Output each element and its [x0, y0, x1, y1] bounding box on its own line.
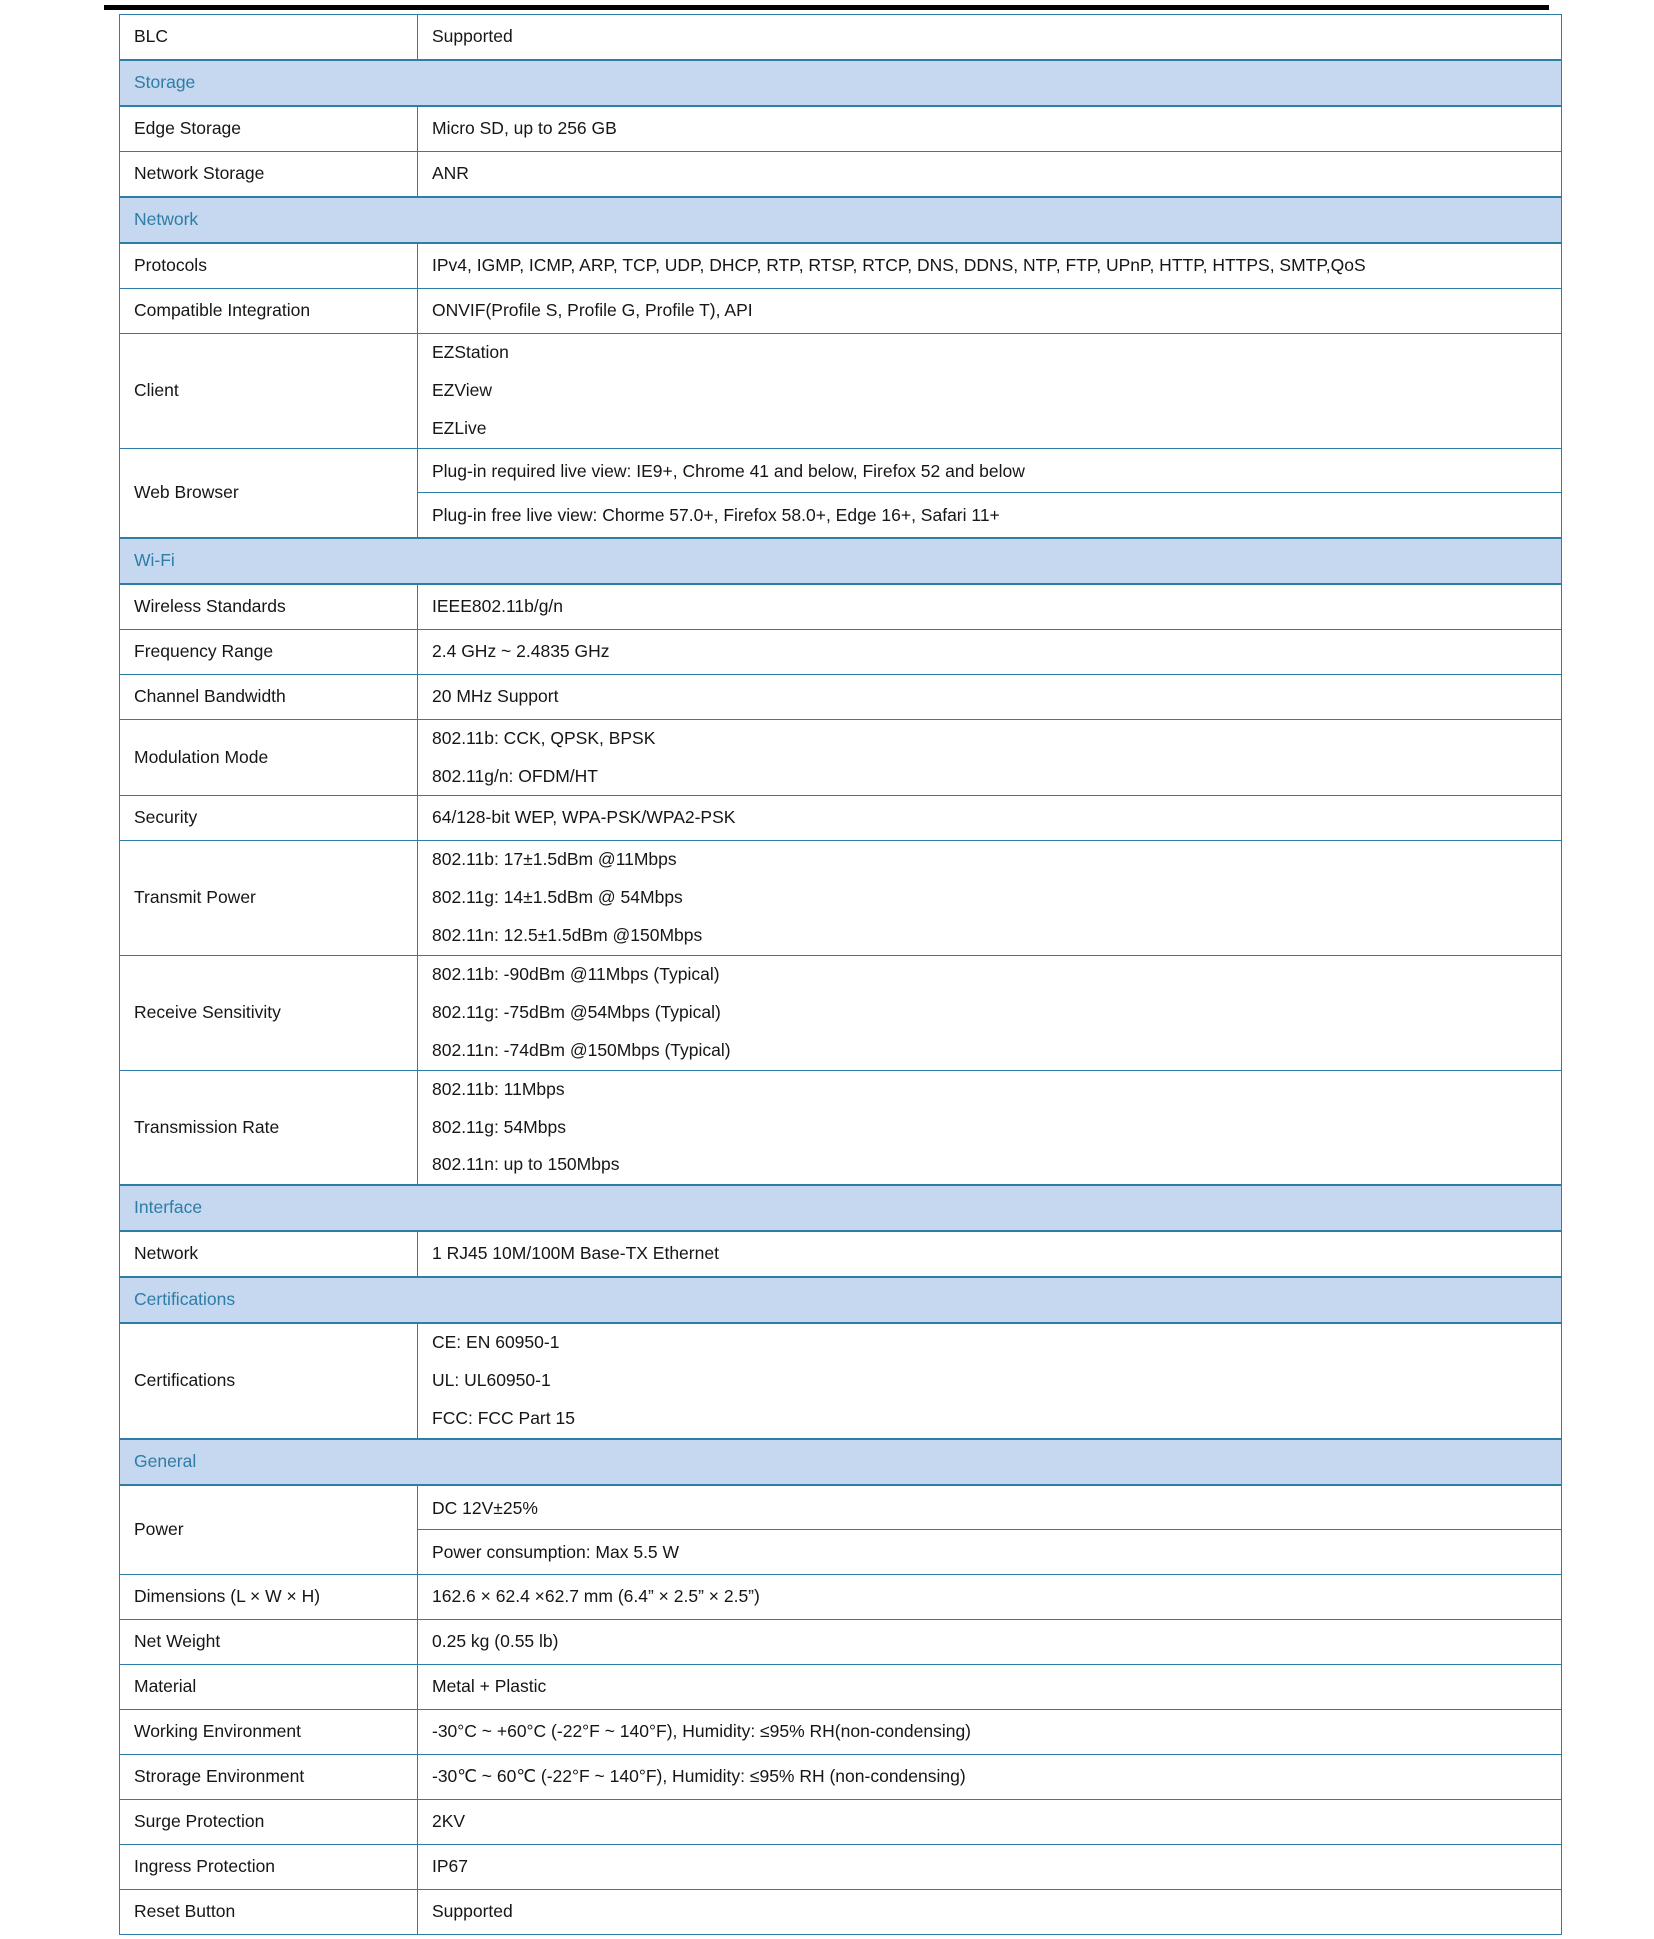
spec-value-cell [418, 956, 1562, 1071]
spec-label-cell: Transmit Power [120, 841, 418, 956]
section-header-label: Interface [120, 1185, 1562, 1231]
table-row [120, 243, 1562, 289]
table-row [120, 152, 1562, 198]
spec-value-cell: ANR [418, 152, 1562, 198]
table-row [120, 289, 1562, 334]
spec-value-line: EZView [432, 379, 492, 400]
specifications-table-container [119, 14, 1533, 1935]
spec-label-cell: Power [120, 1485, 418, 1575]
spec-value-line: EZLive [432, 417, 487, 438]
table-row [120, 719, 1562, 796]
spec-label-cell: Client [120, 334, 418, 449]
spec-value-cell: Supported [418, 15, 1562, 61]
table-row [120, 1664, 1562, 1709]
table-row [120, 629, 1562, 674]
spec-value-cell [418, 841, 1562, 956]
spec-value-cell: 64/128-bit WEP, WPA-PSK/WPA2-PSK [418, 796, 1562, 841]
spec-value-line: UL: UL60950-1 [432, 1370, 551, 1391]
spec-label-cell: Net Weight [120, 1619, 418, 1664]
spec-value-cell [418, 719, 1562, 796]
table-row [120, 1231, 1562, 1277]
spec-label-cell: Wireless Standards [120, 584, 418, 630]
spec-label-cell: BLC [120, 15, 418, 61]
table-row [120, 1070, 1562, 1185]
spec-value-cell: IPv4, IGMP, ICMP, ARP, TCP, UDP, DHCP, RTP, RTSP, RTCP, DNS, DDNS, NTP, FTP, UPnP, HTTP, HTTPS, SMTP,QoS [418, 243, 1562, 289]
spec-value-lines [432, 956, 1561, 1070]
table-row [120, 1574, 1562, 1619]
spec-value-line: 802.11n: 12.5±1.5dBm @150Mbps [432, 925, 703, 946]
table-row [120, 1709, 1562, 1754]
spec-label-cell: Strorage Environment [120, 1754, 418, 1799]
spec-value-cell [418, 1485, 1562, 1575]
spec-label-cell: Transmission Rate [120, 1070, 418, 1185]
spec-value-line: 802.11b: CCK, QPSK, BPSK [432, 727, 656, 748]
table-row [120, 1889, 1562, 1934]
spec-value-cell: Micro SD, up to 256 GB [418, 106, 1562, 152]
section-header-label: General [120, 1439, 1562, 1485]
table-row [120, 334, 1562, 449]
table-row [120, 1754, 1562, 1799]
spec-value-cell: 0.25 kg (0.55 lb) [418, 1619, 1562, 1664]
spec-value-line: FCC: FCC Part 15 [432, 1408, 575, 1428]
table-row [120, 1844, 1562, 1889]
specifications-table-body [120, 15, 1562, 1935]
section-header-label: Storage [120, 60, 1562, 106]
section-header-label: Wi-Fi [120, 538, 1562, 584]
spec-label-cell: Web Browser [120, 448, 418, 538]
section-header-row [120, 1277, 1562, 1323]
spec-value-line: 802.11b: 17±1.5dBm @11Mbps [432, 849, 677, 870]
spec-label-cell: Certifications [120, 1323, 418, 1439]
table-row [120, 15, 1562, 61]
spec-label-cell: Network Storage [120, 152, 418, 198]
section-header-row [120, 197, 1562, 243]
table-row [120, 841, 1562, 956]
table-row [120, 796, 1562, 841]
table-row [120, 1485, 1562, 1575]
spec-value-lines [432, 720, 1561, 796]
spec-value-line: 802.11b: 11Mbps [432, 1078, 565, 1099]
spec-value-cell [418, 1070, 1562, 1185]
spec-label-cell: Receive Sensitivity [120, 956, 418, 1071]
spec-value-line: 802.11g: -75dBm @54Mbps (Typical) [432, 1001, 721, 1022]
spec-label-cell: Network [120, 1231, 418, 1277]
spec-value-line: CE: EN 60950-1 [432, 1332, 560, 1353]
spec-label-cell: Frequency Range [120, 629, 418, 674]
table-row [120, 1799, 1562, 1844]
table-row [120, 106, 1562, 152]
spec-label-cell: Modulation Mode [120, 719, 418, 796]
spec-value-cell: Supported [418, 1889, 1562, 1934]
spec-value-subrow: DC 12V±25% [418, 1486, 1561, 1530]
spec-label-cell: Ingress Protection [120, 1844, 418, 1889]
section-header-row [120, 1439, 1562, 1485]
spec-value-subrow: Plug-in free live view: Chorme 57.0+, Firefox 58.0+, Edge 16+, Safari 11+ [432, 504, 1000, 525]
spec-value-cell: -30°C ~ +60°C (-22°F ~ 140°F), Humidity: ≤95% RH(non-condensing) [418, 1709, 1562, 1754]
spec-value-cell: 1 RJ45 10M/100M Base-TX Ethernet [418, 1231, 1562, 1277]
spec-value-line: 802.11g/n: OFDM/HT [432, 765, 598, 786]
spec-value-line: EZStation [432, 342, 509, 362]
spec-value-cell [418, 448, 1562, 538]
section-header-row [120, 1185, 1562, 1231]
spec-value-cell: Metal + Plastic [418, 1664, 1562, 1709]
spec-label-cell: Edge Storage [120, 106, 418, 152]
spec-value-subrow: Power consumption: Max 5.5 W [432, 1541, 680, 1562]
spec-label-cell: Security [120, 796, 418, 841]
table-row [120, 584, 1562, 630]
spec-value-cell: 2KV [418, 1799, 1562, 1844]
spec-value-cell: ONVIF(Profile S, Profile G, Profile T), API [418, 289, 1562, 334]
spec-label-cell: Working Environment [120, 1709, 418, 1754]
section-header-label: Network [120, 197, 1562, 243]
spec-value-cell: 20 MHz Support [418, 674, 1562, 719]
spec-value-line: 802.11n: up to 150Mbps [432, 1154, 620, 1175]
specifications-table [119, 14, 1562, 1935]
spec-value-line: 802.11g: 14±1.5dBm @ 54Mbps [432, 887, 683, 908]
spec-value-lines [432, 1071, 1561, 1185]
spec-label-cell: Reset Button [120, 1889, 418, 1934]
spec-value-subrow: Plug-in required live view: IE9+, Chrome 41 and below, Firefox 52 and below [418, 449, 1561, 493]
page-top-rule [104, 5, 1549, 10]
spec-value-cell [418, 334, 1562, 449]
table-row [120, 956, 1562, 1071]
spec-value-line: 802.11g: 54Mbps [432, 1116, 566, 1137]
spec-value-lines [432, 334, 1561, 448]
spec-value-cell: -30℃ ~ 60℃ (-22°F ~ 140°F), Humidity: ≤95% RH (non-condensing) [418, 1754, 1562, 1799]
table-row [120, 674, 1562, 719]
section-header-row [120, 60, 1562, 106]
spec-value-lines [432, 841, 1561, 955]
spec-value-cell: IEEE802.11b/g/n [418, 584, 1562, 630]
spec-value-cell [418, 1323, 1562, 1439]
spec-label-cell: Dimensions (L × W × H) [120, 1574, 418, 1619]
spec-value-cell: IP67 [418, 1844, 1562, 1889]
table-row [120, 1619, 1562, 1664]
spec-label-cell: Protocols [120, 243, 418, 289]
spec-value-lines [432, 1324, 1561, 1438]
spec-label-cell: Channel Bandwidth [120, 674, 418, 719]
spec-label-cell: Compatible Integration [120, 289, 418, 334]
spec-value-cell: 2.4 GHz ~ 2.4835 GHz [418, 629, 1562, 674]
spec-value-line: 802.11n: -74dBm @150Mbps (Typical) [432, 1039, 731, 1060]
table-row [120, 1323, 1562, 1439]
section-header-label: Certifications [120, 1277, 1562, 1323]
spec-label-cell: Surge Protection [120, 1799, 418, 1844]
section-header-row [120, 538, 1562, 584]
spec-label-cell: Material [120, 1664, 418, 1709]
spec-value-line: 802.11b: -90dBm @11Mbps (Typical) [432, 964, 720, 984]
spec-value-cell: 162.6 × 62.4 ×62.7 mm (6.4” × 2.5” × 2.5”) [418, 1574, 1562, 1619]
table-row [120, 448, 1562, 538]
